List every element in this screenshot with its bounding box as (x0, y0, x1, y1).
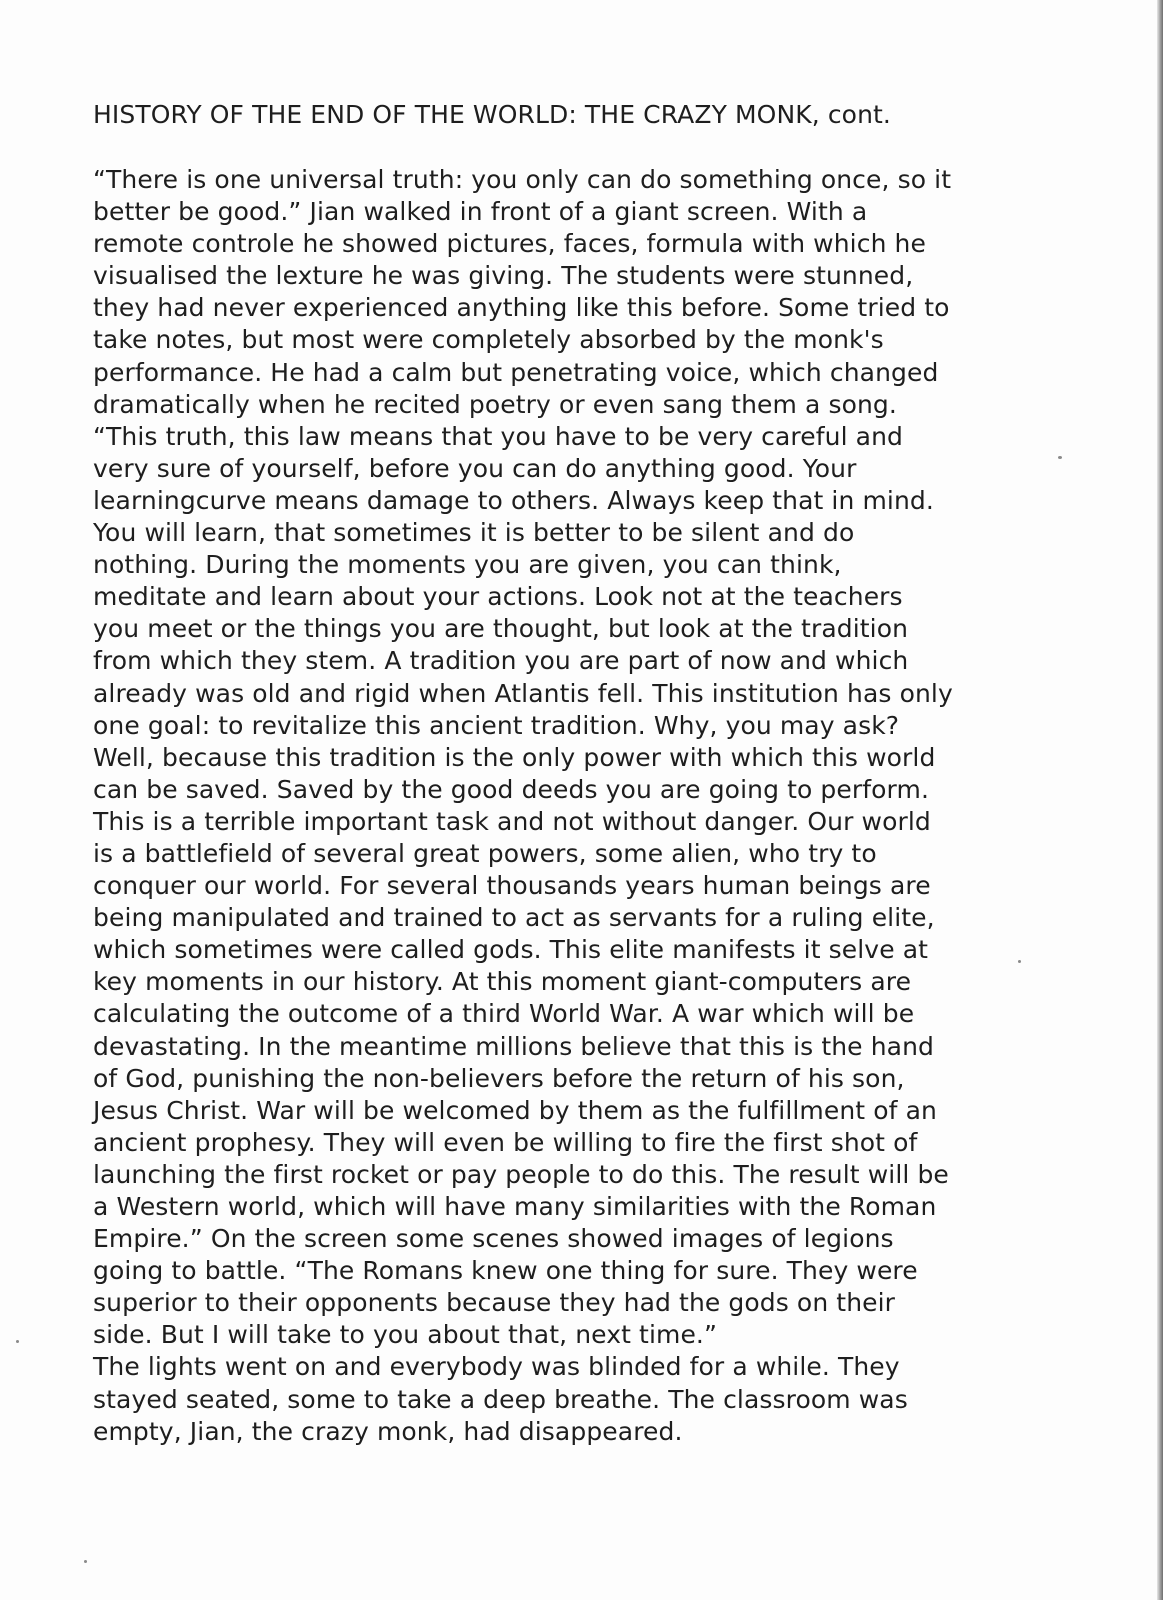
text-line: performance. He had a calm but penetrating voice, which changed (93, 357, 939, 387)
text-line: nothing. During the moments you are given, you can think, (93, 550, 842, 580)
text-line: “There is one universal truth: you only can do something once, so it (93, 165, 952, 194)
page-edge-shadow (1157, 0, 1163, 1600)
text-line: ancient prophesy. They will even be willing to fire the first shot of (93, 1127, 918, 1157)
text-line: key moments in our history. At this moment giant-computers are (93, 967, 912, 997)
text-line: Empire.” On the screen some scenes showed images of legions (93, 1224, 894, 1254)
text-line: visualised the lexture he was giving. The students were stunned, (93, 261, 914, 291)
text-line: from which they stem. A tradition you are part of now and which (93, 646, 909, 676)
text-line: This is a terrible important task and not without danger. Our world (93, 806, 931, 836)
text-line: better be good.” Jian walked in front of a giant screen. With a (93, 197, 868, 227)
text-line: Jesus Christ. War will be welcomed by them as the fulfillment of an (93, 1095, 937, 1125)
document-content (93, 98, 1113, 1448)
text-line: they had never experienced anything like this before. Some tried to (93, 293, 950, 323)
text-line: of God, punishing the non-believers before the return of his son, (93, 1063, 905, 1093)
text-line: which sometimes were called gods. This elite manifests it selve at (93, 935, 929, 965)
document-title: HISTORY OF THE END OF THE WORLD: THE CRAZY MONK, cont. (93, 100, 891, 129)
text-line: superior to their opponents because they had the gods on their (93, 1288, 896, 1318)
text-line: remote controle he showed pictures, faces, formula with which he (93, 229, 926, 259)
text-line: dramatically when he recited poetry or even sang them a song. (93, 389, 897, 419)
text-line: being manipulated and trained to act as servants for a ruling elite, (93, 903, 935, 933)
text-line: take notes, but most were completely absorbed by the monk's (93, 325, 884, 355)
text-line: a Western world, which will have many similarities with the Roman (93, 1192, 937, 1221)
text-line: Well, because this tradition is the only power with which this world (93, 742, 936, 772)
text-line: devastating. In the meantime millions believe that this is the hand (93, 1031, 934, 1061)
text-line: The lights went on and everybody was blinded for a while. They (93, 1352, 900, 1382)
text-line: learningcurve means damage to others. Always keep that in mind. (93, 485, 934, 515)
text-line: side. But I will take to you about that, next time.” (93, 1320, 718, 1350)
text-line: can be saved. Saved by the good deeds you are going to perform. (93, 774, 929, 804)
text-line: already was old and rigid when Atlantis fell. This institution has only (93, 678, 953, 708)
text-line: You will learn, that sometimes it is better to be silent and do (93, 518, 855, 548)
text-line: launching the first rocket or pay people to do this. The result will be (93, 1159, 949, 1189)
text-line: you meet or the things you are thought, but look at the tradition (93, 614, 909, 644)
text-line: meditate and learn about your actions. Look not at the teachers (93, 582, 903, 612)
text-line: going to battle. “The Romans knew one thing for sure. They were (93, 1256, 918, 1286)
text-line: very sure of yourself, before you can do anything good. Your (93, 453, 857, 483)
text-line: “This truth, this law means that you have to be very careful and (93, 421, 904, 451)
text-line: is a battlefield of several great powers, some alien, who try to (93, 838, 877, 868)
text-line: stayed seated, some to take a deep breathe. The classroom was (93, 1384, 908, 1414)
text-line: one goal: to revitalize this ancient tradition. Why, you may ask? (93, 710, 900, 740)
text-line: conquer our world. For several thousands years human beings are (93, 871, 931, 901)
text-line: calculating the outcome of a third World War. A war which will be (93, 999, 915, 1029)
scan-speck (16, 1340, 19, 1343)
story-text (93, 164, 1113, 1448)
text-line: empty, Jian, the crazy monk, had disappeared. (93, 1416, 683, 1446)
scan-speck (84, 1560, 87, 1563)
